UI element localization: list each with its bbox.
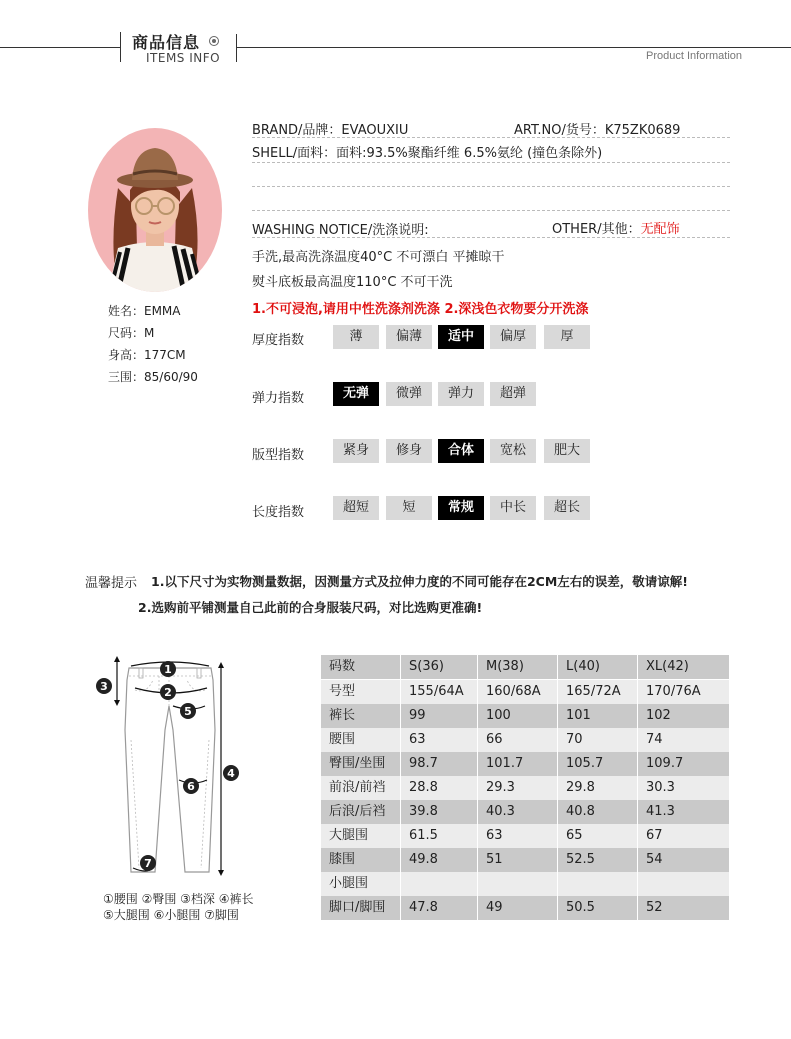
table-cell: 49.8	[401, 848, 477, 872]
index-label: 弹力指数	[252, 391, 305, 406]
table-cell: 脚口/脚围	[321, 896, 400, 920]
brand-text: BRAND/品牌：EVAOUXIU	[252, 123, 409, 138]
table-cell: 小腿围	[321, 872, 400, 896]
index-option-selected: 常规	[438, 496, 484, 520]
index-option: 短	[386, 496, 432, 520]
index-label: 厚度指数	[252, 333, 305, 348]
table-row	[321, 752, 729, 776]
index-label: 长度指数	[252, 505, 305, 520]
divider	[252, 210, 730, 211]
index-option: 超长	[544, 496, 590, 520]
table-cell: 40.8	[558, 800, 637, 824]
header-line-right	[236, 47, 791, 48]
tips-label: 温馨提示	[85, 576, 138, 591]
table-row	[321, 800, 729, 824]
table-row	[321, 728, 729, 752]
table-header-cell: XL(42)	[638, 655, 729, 679]
table-cell: 165/72A	[558, 680, 637, 704]
model-measurements: 三围：85/60/90	[108, 370, 198, 384]
table-cell: 74	[638, 728, 729, 752]
divider	[252, 237, 730, 238]
table-row	[321, 872, 729, 896]
table-cell: 65	[558, 824, 637, 848]
table-cell: 52.5	[558, 848, 637, 872]
table-cell: 后浪/后裆	[321, 800, 400, 824]
shell-text: SHELL/面料：面料:93.5%聚酯纤维 6.5%氨纶 (撞色条除外)	[252, 146, 603, 161]
table-cell: 裤长	[321, 704, 400, 728]
table-row	[321, 776, 729, 800]
table-header-cell: 码数	[321, 655, 400, 679]
table-cell: 49	[478, 896, 557, 920]
table-cell: 54	[638, 848, 729, 872]
table-cell: 98.7	[401, 752, 477, 776]
index-option: 偏薄	[386, 325, 432, 349]
marker-4: 4	[227, 767, 235, 780]
model-name: 姓名：EMMA	[108, 304, 181, 318]
table-cell: 50.5	[558, 896, 637, 920]
index-label: 版型指数	[252, 448, 305, 463]
model-size: 尺码：M	[108, 326, 155, 340]
model-height: 身高：177CM	[108, 348, 186, 362]
table-cell: 大腿围	[321, 824, 400, 848]
table-cell: 100	[478, 704, 557, 728]
table-cell: 号型	[321, 680, 400, 704]
table-row	[321, 680, 729, 704]
table-cell: 52	[638, 896, 729, 920]
table-row	[321, 824, 729, 848]
table-cell: 102	[638, 704, 729, 728]
table-cell: 67	[638, 824, 729, 848]
table-cell	[401, 872, 477, 896]
table-cell: 101.7	[478, 752, 557, 776]
index-option: 偏厚	[490, 325, 536, 349]
table-header-cell: L(40)	[558, 655, 637, 679]
model-illustration-icon	[88, 128, 222, 292]
header-dot-icon	[209, 36, 219, 46]
table-cell	[638, 872, 729, 896]
marker-7: 7	[144, 857, 152, 870]
table-cell: 155/64A	[401, 680, 477, 704]
table-cell: 前浪/前裆	[321, 776, 400, 800]
table-cell: 160/68A	[478, 680, 557, 704]
index-option: 修身	[386, 439, 432, 463]
wash-warning: 1.不可浸泡,请用中性洗涤剂洗涤 2.深浅色衣物要分开洗涤	[252, 302, 589, 317]
tips-line1: 1.以下尺寸为实物测量数据，因测量方式及拉伸力度的不同可能存在2CM左右的误差，敬请谅解!	[151, 574, 688, 589]
table-cell: 51	[478, 848, 557, 872]
table-cell: 109.7	[638, 752, 729, 776]
table-cell: 29.8	[558, 776, 637, 800]
header-right-label: Product Information	[646, 50, 742, 62]
marker-1: 1	[164, 663, 172, 676]
marker-2: 2	[164, 686, 172, 699]
table-row	[321, 704, 729, 728]
index-option: 弹力	[438, 382, 484, 406]
table-cell	[558, 872, 637, 896]
index-option: 微弹	[386, 382, 432, 406]
header-line-left	[0, 47, 120, 48]
table-cell: 臀围/坐围	[321, 752, 400, 776]
index-option: 薄	[333, 325, 379, 349]
table-cell: 40.3	[478, 800, 557, 824]
divider	[252, 186, 730, 187]
table-cell: 39.8	[401, 800, 477, 824]
wash-instructions-line1: 手洗,最高洗涤温度40°C 不可漂白 平摊晾干	[252, 250, 505, 265]
table-header-cell: M(38)	[478, 655, 557, 679]
table-cell: 41.3	[638, 800, 729, 824]
other-label-text: OTHER/其他：	[552, 222, 641, 237]
table-header-cell: S(36)	[401, 655, 477, 679]
table-cell: 99	[401, 704, 477, 728]
table-cell: 63	[401, 728, 477, 752]
tips-line2: 2.选购前平铺测量自己此前的合身服装尺码，对比选购更准确!	[138, 600, 483, 615]
table-cell: 61.5	[401, 824, 477, 848]
marker-5: 5	[184, 705, 192, 718]
index-option: 超弹	[490, 382, 536, 406]
divider	[252, 162, 730, 163]
header-subtitle: ITEMS INFO	[146, 51, 221, 65]
diagram-legend-line2: ⑤大腿围 ⑥小腿围 ⑦脚围	[103, 908, 239, 922]
header-tick-left	[120, 32, 121, 62]
index-option: 肥大	[544, 439, 590, 463]
divider	[252, 137, 730, 138]
table-row	[321, 848, 729, 872]
wash-instructions-line2: 熨斗底板最高温度110°C 不可干洗	[252, 275, 453, 290]
table-cell: 30.3	[638, 776, 729, 800]
table-cell	[478, 872, 557, 896]
art-no-text: ART.NO/货号：K75ZK0689	[514, 123, 681, 138]
table-cell: 66	[478, 728, 557, 752]
table-cell: 101	[558, 704, 637, 728]
index-option-selected: 适中	[438, 325, 484, 349]
table-cell: 47.8	[401, 896, 477, 920]
table-row	[321, 896, 729, 920]
index-option-selected: 合体	[438, 439, 484, 463]
index-option-selected: 无弹	[333, 382, 379, 406]
table-header-row	[321, 655, 729, 679]
header-tick-right	[236, 34, 237, 62]
table-cell: 105.7	[558, 752, 637, 776]
index-option: 中长	[490, 496, 536, 520]
other-label	[552, 218, 680, 237]
table-cell: 63	[478, 824, 557, 848]
table-cell: 70	[558, 728, 637, 752]
index-option: 厚	[544, 325, 590, 349]
index-option: 紧身	[333, 439, 379, 463]
marker-6: 6	[187, 780, 195, 793]
table-cell: 29.3	[478, 776, 557, 800]
washing-notice-label: WASHING NOTICE/洗涤说明:	[252, 223, 429, 238]
diagram-legend-line1: ①腰围 ②臀围 ③档深 ④裤长	[103, 892, 254, 906]
header-title: 商品信息	[132, 33, 201, 52]
index-option: 宽松	[490, 439, 536, 463]
table-cell: 28.8	[401, 776, 477, 800]
table-cell: 170/76A	[638, 680, 729, 704]
table-cell: 腰围	[321, 728, 400, 752]
model-portrait	[88, 128, 222, 292]
other-value: 无配饰	[640, 222, 680, 237]
marker-3: 3	[100, 680, 108, 693]
index-option: 超短	[333, 496, 379, 520]
pants-diagram	[95, 650, 255, 880]
table-cell: 膝围	[321, 848, 400, 872]
